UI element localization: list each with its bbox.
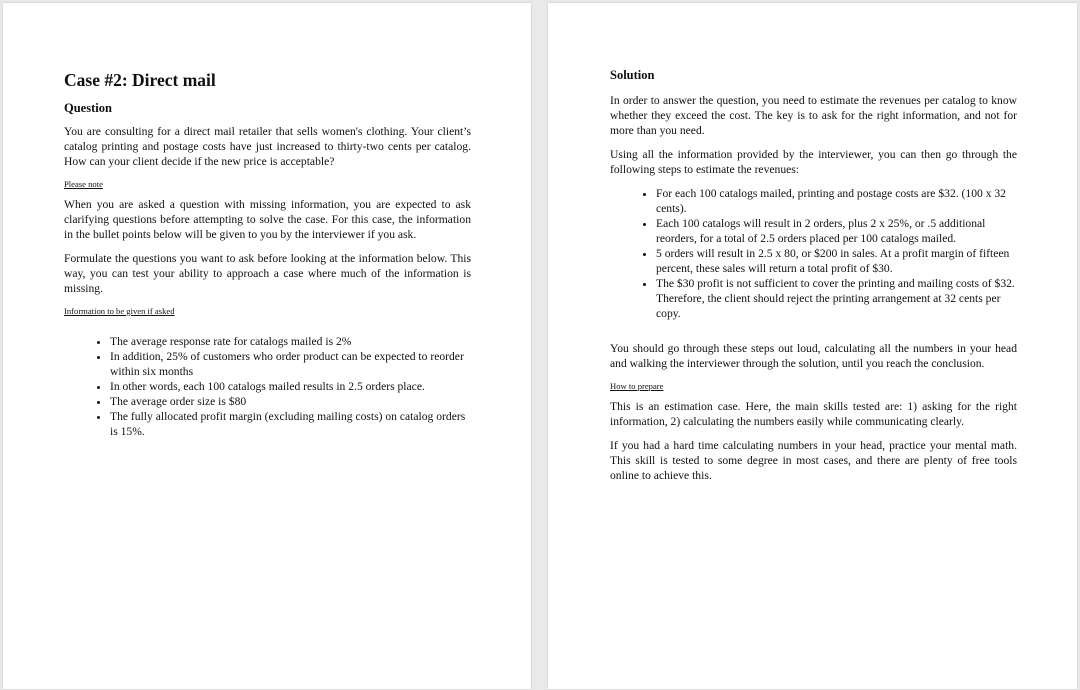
solution-paragraph-1: In order to answer the question, you need to estimate the revenues per catalog to know whether they exceed the cost. The key is to ask for the right information, and not for more than you need. <box>610 94 1017 137</box>
case-title: Case #2: Direct mail <box>64 70 216 90</box>
solution-heading: Solution <box>610 68 655 82</box>
list-item: • Each 100 catalogs will result in 2 orders, plus 2 x 25%, or .5 additional reorders, for a total of 2.5 orders placed per 100 catalogs mailed. <box>656 216 1017 246</box>
solution-paragraph-2: Using all the information provided by the interviewer, you can then go through the following steps to estimate the revenues: <box>610 148 1017 176</box>
list-item: • In addition, 25% of customers who order product can be expected to reorder within six months <box>110 349 471 379</box>
info-given-label: Information to be given if asked <box>64 306 175 316</box>
list-item: • In other words, each 100 catalogs mailed results in 2.5 orders place. <box>110 379 471 394</box>
list-item: • For each 100 catalogs mailed, printing and postage costs are $32. (100 x 32 cents). <box>656 186 1017 216</box>
document-page-right <box>548 3 1077 689</box>
list-item: • The fully allocated profit margin (excluding mailing costs) on catalog orders is 15%. <box>110 409 471 439</box>
spacer <box>610 321 1017 341</box>
please-note-label: Please note <box>64 179 103 189</box>
list-item: • The $30 profit is not sufficient to cover the printing and mailing costs of $32. Therefore, the client should reject the printing arrangement at 32 cents per copy. <box>656 276 1017 321</box>
list-item: • The average order size is $80 <box>110 394 471 409</box>
list-item: • The average response rate for catalogs mailed is 2% <box>110 334 471 349</box>
formulate-paragraph: Formulate the questions you want to ask before looking at the information below. This way, you can test your ability to approach a case where much of the information is missing. <box>64 252 471 295</box>
prepare-paragraph-1: This is an estimation case. Here, the main skills tested are: 1) asking for the right information, 2) calculating the numbers easily while communicating clearly. <box>610 400 1017 428</box>
document-page-left <box>3 3 531 689</box>
info-bullet-list <box>64 334 471 439</box>
steps-bullet-list <box>610 186 1017 321</box>
question-text: You are consulting for a direct mail retailer that sells women's clothing. Your client’s catalog printing and postage costs have just increased to thirty-two cents per catalog. How can your client decide if the new price is acceptable? <box>64 125 471 168</box>
how-to-prepare-label: How to prepare <box>610 381 664 391</box>
note-paragraph: When you are asked a question with missing information, you are expected to ask clarifying questions before attempting to solve the case. For this case, the information in the bullet points below will be given to you by the interviewer if you ask. <box>64 198 471 241</box>
question-heading: Question <box>64 101 112 115</box>
solution-paragraph-3: You should go through these steps out loud, calculating all the numbers in your head and walking the interviewer through the solution, until you reach the conclusion. <box>610 342 1017 370</box>
list-item: • 5 orders will result in 2.5 x 80, or $200 in sales. At a profit margin of fifteen percent, these sales will return a total profit of $30. <box>656 246 1017 276</box>
prepare-paragraph-2: If you had a hard time calculating numbers in your head, practice your mental math. This skill is tested to some degree in most cases, and there are plenty of free tools online to achieve this. <box>610 439 1017 482</box>
